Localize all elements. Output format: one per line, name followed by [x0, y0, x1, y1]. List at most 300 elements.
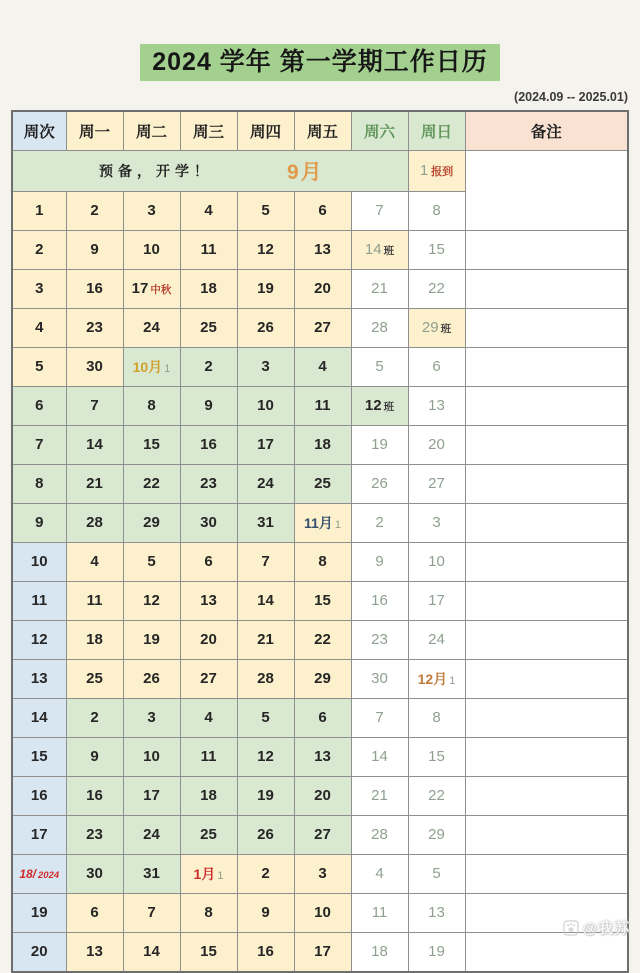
header-monday: 周一: [66, 111, 123, 151]
remark-cell: [465, 543, 628, 582]
day-cell-tue-value: 3: [147, 202, 156, 219]
watermark: [563, 917, 630, 938]
remark-cell: [465, 270, 628, 309]
day-cell-fri: [294, 933, 351, 973]
week-row-10: [12, 543, 628, 582]
day-cell-mon-value: 23: [86, 319, 103, 336]
week-number-cell: [12, 504, 66, 543]
header-sunday: 周日: [408, 111, 465, 151]
week-number-cell-value: 19: [30, 904, 48, 921]
week-number-cell: [12, 270, 66, 309]
week-number-cell: [12, 699, 66, 738]
day-cell-sat-value: 30: [371, 670, 388, 687]
day-cell-sun-value: 13: [428, 397, 445, 414]
day-cell-sun: [408, 660, 465, 699]
registration-note: 报到: [431, 166, 454, 178]
day-cell-fri-value: 29: [314, 670, 331, 687]
week-number-cell: [12, 933, 66, 973]
day-cell-thu: [237, 933, 294, 973]
day-cell-fri-value: 27: [314, 319, 331, 336]
day-cell-thu-value: 19: [257, 280, 274, 297]
week-row-8: [12, 465, 628, 504]
remark-cell: [465, 348, 628, 387]
day-cell-sun-note: 班: [440, 323, 452, 335]
remark-cell: [465, 309, 628, 348]
day-cell-tue: [123, 348, 180, 387]
day-cell-thu: [237, 543, 294, 582]
day-cell-fri-value: 15: [314, 592, 331, 609]
remark-cell: [465, 426, 628, 465]
day-cell-mon: [66, 621, 123, 660]
day-cell-sat-value: 16: [371, 592, 388, 609]
day-cell-wed: [180, 387, 237, 426]
day-cell-sat-value: 9: [375, 553, 384, 570]
day-cell-tue: [123, 192, 180, 231]
remark-cell: [465, 231, 628, 270]
day-cell-tue-value: 17: [131, 280, 149, 297]
week-number-cell-value: 5: [35, 358, 44, 375]
week-number-cell: [12, 738, 66, 777]
day-cell-sun-value: 8: [432, 202, 441, 219]
day-cell-wed-value: 23: [200, 475, 217, 492]
day-cell-fri-value: 25: [314, 475, 331, 492]
day-cell-tue: [123, 699, 180, 738]
day-cell-fri-value: 3: [318, 865, 327, 882]
day-cell-sat-value: 11: [371, 904, 388, 921]
day-cell-fri-value: 17: [314, 943, 331, 960]
day-cell-fri-note: 1: [334, 519, 341, 531]
day-cell-tue-value: 5: [147, 553, 156, 570]
day-cell-sat: [351, 738, 408, 777]
day-cell-sat-value: 26: [371, 475, 388, 492]
day-cell-mon-value: 9: [90, 748, 99, 765]
day-cell-sun-value: 10: [428, 553, 445, 570]
day-cell-sat-value: 23: [371, 631, 388, 648]
day-cell-wed-value: 6: [204, 553, 213, 570]
day-cell-registration: [408, 151, 465, 192]
day-cell-thu: [237, 660, 294, 699]
registration-day: 1: [419, 162, 429, 179]
day-cell-wed: [180, 504, 237, 543]
day-cell-sat: [351, 933, 408, 973]
month-label-september: 9月: [287, 161, 324, 184]
day-cell-sat-value: 2: [375, 514, 384, 531]
day-cell-mon-value: 23: [86, 826, 103, 843]
day-cell-wed: [180, 894, 237, 933]
day-cell-thu-value: 21: [257, 631, 274, 648]
day-cell-sun: [408, 387, 465, 426]
day-cell-wed: [180, 660, 237, 699]
week-number-cell: [12, 309, 66, 348]
calendar-header: [12, 111, 628, 151]
september-banner: [12, 151, 408, 192]
day-cell-fri: [294, 660, 351, 699]
day-cell-sat: [351, 270, 408, 309]
day-cell-thu-value: 3: [261, 358, 270, 375]
day-cell-sun: [408, 270, 465, 309]
week-number-cell-value: 14: [30, 709, 48, 726]
week-row-5: [12, 348, 628, 387]
day-cell-wed: [180, 855, 237, 894]
day-cell-tue: [123, 855, 180, 894]
day-cell-thu-value: 14: [257, 592, 274, 609]
day-cell-thu-value: 5: [261, 709, 270, 726]
day-cell-sun: [408, 309, 465, 348]
day-cell-mon-value: 16: [86, 280, 103, 297]
day-cell-sat: [351, 426, 408, 465]
day-cell-wed-value: 1月: [193, 866, 216, 882]
day-cell-thu-value: 31: [257, 514, 274, 531]
day-cell-sun-value: 5: [432, 865, 441, 882]
day-cell-wed-value: 30: [200, 514, 217, 531]
day-cell-wed-value: 11: [200, 748, 217, 765]
day-cell-thu: [237, 348, 294, 387]
day-cell-sun: [408, 894, 465, 933]
day-cell-sun: [408, 738, 465, 777]
week-number-cell: [12, 192, 66, 231]
week-number-cell-value: 2: [35, 241, 44, 258]
remark-cell: [465, 582, 628, 621]
day-cell-wed-value: 13: [200, 592, 217, 609]
remark-cell: [465, 738, 628, 777]
day-cell-sat: [351, 504, 408, 543]
day-cell-tue: [123, 231, 180, 270]
week-row-16: [12, 777, 628, 816]
day-cell-sat: [351, 231, 408, 270]
day-cell-tue-value: 8: [147, 397, 156, 414]
day-cell-tue: [123, 816, 180, 855]
day-cell-mon: [66, 192, 123, 231]
remark-cell: [465, 387, 628, 426]
day-cell-thu-value: 7: [261, 553, 270, 570]
day-cell-wed: [180, 543, 237, 582]
day-cell-tue: [123, 660, 180, 699]
week-number-cell: [12, 660, 66, 699]
day-cell-wed-value: 25: [200, 319, 217, 336]
day-cell-sun-value: 19: [428, 943, 445, 960]
remark-cell: [465, 855, 628, 894]
day-cell-sat-value: 21: [371, 787, 388, 804]
day-cell-wed-value: 18: [200, 280, 217, 297]
day-cell-fri: [294, 738, 351, 777]
day-cell-mon-value: 11: [86, 592, 103, 609]
day-cell-fri-value: 22: [314, 631, 331, 648]
day-cell-wed-value: 9: [204, 397, 213, 414]
week-row-4: [12, 309, 628, 348]
day-cell-thu: [237, 777, 294, 816]
week-number-cell: [12, 621, 66, 660]
day-cell-thu: [237, 816, 294, 855]
day-cell-tue: [123, 933, 180, 973]
day-cell-sat: [351, 816, 408, 855]
day-cell-mon: [66, 270, 123, 309]
week-number-cell-value: 16: [30, 787, 48, 804]
day-cell-sun-value: 24: [428, 631, 445, 648]
day-cell-wed-value: 2: [204, 358, 213, 375]
day-cell-tue-value: 3: [147, 709, 156, 726]
week-number-cell: [12, 777, 66, 816]
day-cell-mon: [66, 348, 123, 387]
header-row: [12, 111, 628, 151]
day-cell-tue-value: 19: [143, 631, 160, 648]
day-cell-thu-value: 24: [257, 475, 274, 492]
day-cell-fri-value: 11月: [304, 515, 333, 531]
day-cell-mon: [66, 816, 123, 855]
day-cell-wed: [180, 309, 237, 348]
week-row-3: [12, 270, 628, 309]
header-remarks: 备注: [465, 111, 628, 151]
day-cell-sat-value: 21: [371, 280, 388, 297]
day-cell-tue: [123, 504, 180, 543]
day-cell-mon-value: 2: [90, 202, 99, 219]
day-cell-fri-value: 13: [314, 748, 331, 765]
day-cell-sat: [351, 387, 408, 426]
week-number-cell-value: 1: [35, 202, 44, 219]
day-cell-tue: [123, 465, 180, 504]
day-cell-fri-value: 20: [314, 280, 331, 297]
day-cell-sun: [408, 504, 465, 543]
day-cell-sun: [408, 348, 465, 387]
day-cell-sat: [351, 348, 408, 387]
day-cell-fri: [294, 465, 351, 504]
day-cell-fri: [294, 777, 351, 816]
day-cell-fri: [294, 426, 351, 465]
day-cell-thu-value: 2: [261, 865, 270, 882]
day-cell-mon: [66, 660, 123, 699]
day-cell-mon-value: 28: [86, 514, 103, 531]
day-cell-fri-value: 20: [314, 787, 331, 804]
day-cell-wed-note: 1: [217, 870, 224, 882]
day-cell-mon: [66, 426, 123, 465]
day-cell-sun: [408, 231, 465, 270]
day-cell-sun-value: 15: [428, 241, 445, 258]
week-number-cell: [12, 387, 66, 426]
week-number-cell: [12, 816, 66, 855]
day-cell-wed: [180, 582, 237, 621]
day-cell-mon-value: 25: [86, 670, 103, 687]
week-number-cell: [12, 582, 66, 621]
day-cell-thu: [237, 699, 294, 738]
day-cell-mon-value: 16: [86, 787, 103, 804]
day-cell-sat: [351, 192, 408, 231]
week-number-cell-value: 17: [30, 826, 48, 843]
day-cell-sat-value: 28: [371, 826, 388, 843]
day-cell-sun-value: 22: [428, 280, 445, 297]
day-cell-fri: [294, 309, 351, 348]
day-cell-thu-value: 19: [257, 787, 274, 804]
day-cell-tue-value: 26: [143, 670, 160, 687]
day-cell-thu-value: 17: [257, 436, 274, 453]
day-cell-tue-note: 中秋: [150, 284, 172, 296]
day-cell-wed: [180, 426, 237, 465]
day-cell-sun-value: 13: [428, 904, 445, 921]
week-row-15: [12, 738, 628, 777]
day-cell-sat-value: 7: [375, 709, 384, 726]
header-thursday: 周四: [237, 111, 294, 151]
school-start-message: 预备，开学！: [99, 163, 213, 179]
week-number-cell: [12, 348, 66, 387]
day-cell-thu: [237, 738, 294, 777]
day-cell-mon: [66, 582, 123, 621]
remark-cell: [465, 933, 628, 973]
week-row-13: [12, 660, 628, 699]
day-cell-wed: [180, 270, 237, 309]
day-cell-wed-value: 15: [200, 943, 217, 960]
day-cell-thu: [237, 621, 294, 660]
day-cell-tue-value: 31: [143, 865, 160, 882]
week-number-cell: [12, 426, 66, 465]
day-cell-sat: [351, 582, 408, 621]
day-cell-wed: [180, 231, 237, 270]
day-cell-wed-value: 11: [200, 241, 217, 258]
day-cell-tue: [123, 387, 180, 426]
week-number-cell-value: 4: [35, 319, 44, 336]
day-cell-wed: [180, 621, 237, 660]
day-cell-sat-value: 19: [371, 436, 388, 453]
week-number-cell-value: 10: [30, 553, 48, 570]
watermark-text: @我苏: [582, 920, 630, 937]
day-cell-fri: [294, 582, 351, 621]
day-cell-mon-value: 2: [90, 709, 99, 726]
week-row-18: [12, 855, 628, 894]
day-cell-mon: [66, 504, 123, 543]
day-cell-wed-value: 25: [200, 826, 217, 843]
day-cell-mon-value: 9: [90, 241, 99, 258]
day-cell-sun: [408, 543, 465, 582]
day-cell-tue-note: 1: [164, 363, 171, 375]
day-cell-sat-value: 12: [364, 397, 382, 414]
calendar-table: [11, 110, 629, 973]
title-bar: [0, 0, 640, 84]
day-cell-tue-value: 12: [143, 592, 160, 609]
remark-cell: [465, 777, 628, 816]
day-cell-tue: [123, 426, 180, 465]
week-number-cell: [12, 894, 66, 933]
day-cell-tue: [123, 270, 180, 309]
day-cell-sat: [351, 699, 408, 738]
day-cell-tue-value: 22: [143, 475, 160, 492]
day-cell-tue-value: 15: [143, 436, 160, 453]
date-range: (2024.09 -- 2025.01): [514, 90, 628, 104]
day-cell-wed: [180, 192, 237, 231]
day-cell-sat: [351, 855, 408, 894]
remark-cell: [465, 660, 628, 699]
week-row-6: [12, 387, 628, 426]
day-cell-thu: [237, 465, 294, 504]
day-cell-fri: [294, 348, 351, 387]
day-cell-fri-value: 13: [314, 241, 331, 258]
remark-cell: [465, 621, 628, 660]
day-cell-tue: [123, 309, 180, 348]
week-number-cell-value: 12: [30, 631, 48, 648]
day-cell-wed: [180, 699, 237, 738]
day-cell-tue-value: 29: [143, 514, 160, 531]
day-cell-sun: [408, 777, 465, 816]
day-cell-mon-value: 6: [90, 904, 99, 921]
day-cell-sat: [351, 621, 408, 660]
week-row-12: [12, 621, 628, 660]
week-number-cell-value: 8: [35, 475, 44, 492]
day-cell-wed-value: 27: [200, 670, 217, 687]
week-row-17: [12, 816, 628, 855]
day-cell-sun: [408, 855, 465, 894]
day-cell-wed-value: 4: [204, 709, 213, 726]
day-cell-mon: [66, 699, 123, 738]
day-cell-mon-value: 30: [86, 865, 103, 882]
week-number-cell: [12, 465, 66, 504]
day-cell-tue-value: 10: [143, 241, 160, 258]
day-cell-sun-value: 3: [432, 514, 441, 531]
day-cell-mon: [66, 465, 123, 504]
day-cell-mon-value: 7: [90, 397, 99, 414]
day-cell-fri-value: 11: [314, 397, 331, 414]
day-cell-wed-value: 16: [200, 436, 217, 453]
week-number-cell: [12, 543, 66, 582]
day-cell-sat-value: 7: [375, 202, 384, 219]
day-cell-tue-value: 10: [143, 748, 160, 765]
day-cell-sat-value: 28: [371, 319, 388, 336]
day-cell-sun-value: 15: [428, 748, 445, 765]
day-cell-wed-value: 4: [204, 202, 213, 219]
day-cell-mon: [66, 894, 123, 933]
day-cell-fri-value: 6: [318, 202, 327, 219]
day-cell-tue-value: 7: [147, 904, 156, 921]
day-cell-fri-value: 6: [318, 709, 327, 726]
week-row-14: [12, 699, 628, 738]
day-cell-wed: [180, 933, 237, 973]
day-cell-fri-value: 10: [314, 904, 331, 921]
day-cell-sun: [408, 816, 465, 855]
week-row-2: [12, 231, 628, 270]
day-cell-thu: [237, 894, 294, 933]
week-number-cell-value: 20: [30, 943, 48, 960]
day-cell-fri-value: 8: [318, 553, 327, 570]
day-cell-fri: [294, 504, 351, 543]
day-cell-wed: [180, 465, 237, 504]
remark-cell: [465, 465, 628, 504]
day-cell-mon-value: 4: [90, 553, 99, 570]
day-cell-thu: [237, 192, 294, 231]
day-cell-fri: [294, 699, 351, 738]
day-cell-thu: [237, 309, 294, 348]
day-cell-tue-value: 10月: [132, 359, 163, 375]
day-cell-fri: [294, 816, 351, 855]
day-cell-sat-value: 5: [375, 358, 384, 375]
day-cell-tue-value: 24: [143, 319, 160, 336]
week-row-19: [12, 894, 628, 933]
day-cell-tue: [123, 543, 180, 582]
day-cell-tue: [123, 894, 180, 933]
day-cell-sat-value: 4: [375, 865, 384, 882]
day-cell-sat-value: 18: [371, 943, 388, 960]
day-cell-tue-value: 24: [143, 826, 160, 843]
page-title: 2024 学年 第一学期工作日历: [140, 44, 500, 81]
day-cell-mon-value: 30: [86, 358, 103, 375]
calendar-body: [12, 151, 628, 973]
day-cell-thu-value: 9: [261, 904, 270, 921]
day-cell-wed: [180, 348, 237, 387]
day-cell-sat: [351, 543, 408, 582]
day-cell-sun-note: 1: [449, 675, 456, 687]
week-row-20: [12, 933, 628, 973]
day-cell-sun: [408, 933, 465, 973]
week-number-cell-value: 13: [30, 670, 48, 687]
day-cell-tue: [123, 777, 180, 816]
day-cell-sun-value: 29: [428, 826, 445, 843]
header-week-number: 周次: [12, 111, 66, 151]
header-wednesday: 周三: [180, 111, 237, 151]
day-cell-sun-value: 6: [432, 358, 441, 375]
